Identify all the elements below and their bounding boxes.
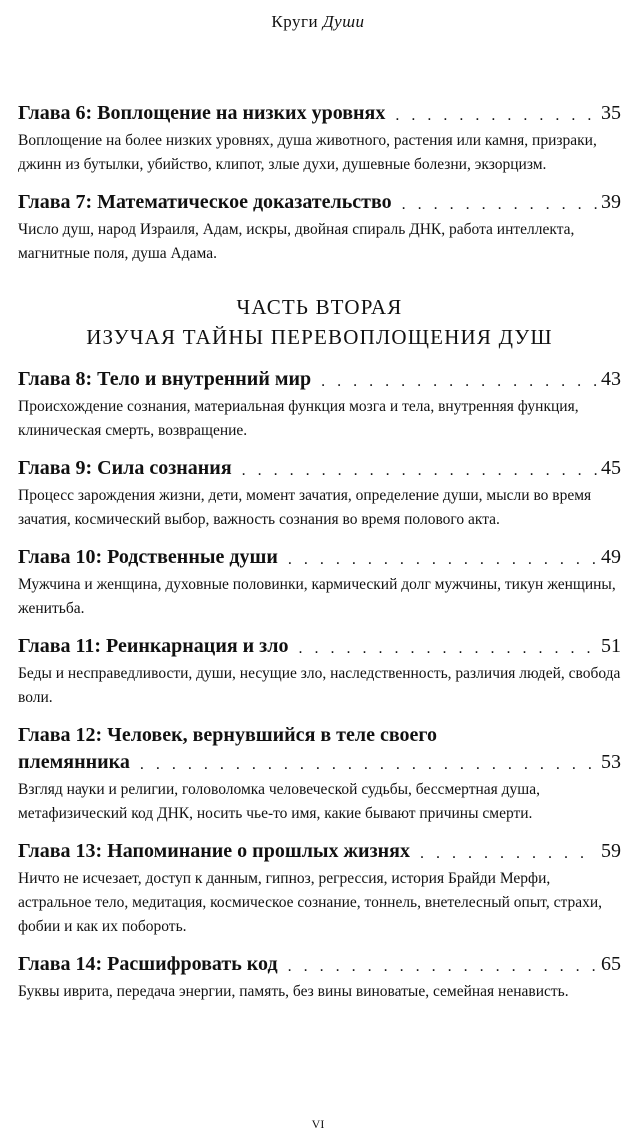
chapter-title: Глава 13: Напоминание о прошлых жизнях: [18, 840, 410, 862]
dot-leader: [140, 754, 597, 776]
chapter-description: Взгляд науки и религии, головоломка человеческой судьбы, бессмертная душа, метафизический код ДНК, носить чье-то имя, какие бывают причины смерти.: [18, 781, 540, 822]
chapter-title: Глава 11: Реинкарнация и зло: [18, 635, 289, 657]
toc-entry-title-row[interactable]: [18, 366, 621, 393]
chapter-description: Происхождение сознания, материальная функция мозга и тела, внутренняя функция, клиническая смерть, возвращение.: [18, 398, 579, 439]
part-heading-line-2: ИЗУЧАЯ ТАЙНЫ ПЕРЕВОПЛОЩЕНИЯ ДУШ: [86, 325, 553, 349]
table-of-contents: [18, 100, 621, 1016]
toc-entry-title-row[interactable]: [18, 951, 621, 978]
header-book-word: Круги: [271, 12, 319, 31]
toc-entry-title-row[interactable]: [18, 189, 621, 216]
toc-entry-title-row[interactable]: [18, 838, 621, 865]
toc-entry-chapter-12: [18, 722, 621, 826]
page-number: 49: [601, 546, 621, 568]
page-number: 53: [601, 751, 621, 773]
toc-entry-chapter-9: [18, 455, 621, 532]
running-header: [0, 12, 636, 32]
page-number: 35: [601, 102, 621, 124]
toc-entry-chapter-10: [18, 544, 621, 621]
page-folio: VI: [311, 1117, 325, 1131]
chapter-description: Процесс зарождения жизни, дети, момент зачатия, определение души, мысли во время зачатия, космический выбор, важность сознания во время полового акта.: [18, 487, 592, 528]
dot-leader: [288, 549, 597, 571]
chapter-title: Глава 6: Воплощение на низких уровнях: [18, 102, 386, 124]
dot-leader: [402, 194, 597, 216]
chapter-description: Ничто не исчезает, доступ к данным, гипноз, регрессия, история Брайди Мерфи, астральное тело, медитация, космическое сознание, тоннель, внетелесный опыт, страхи, фобии и как их побороть.: [18, 870, 602, 935]
header-book-italic-word: Души: [322, 12, 365, 31]
part-heading: [18, 292, 621, 352]
chapter-title: Глава 14: Расшифровать код: [18, 953, 278, 975]
toc-entry-chapter-11: [18, 633, 621, 710]
part-heading-line-1: ЧАСТЬ ВТОРАЯ: [236, 295, 403, 319]
page-number: 59: [601, 840, 621, 862]
chapter-description: Беды и несправедливости, души, несущие зло, наследственность, различия людей, свобода воли.: [18, 665, 621, 706]
chapter-description: Буквы иврита, передача энергии, память, без вины виноватые, семейная ненависть.: [18, 983, 569, 1000]
page-number: 51: [601, 635, 621, 657]
dot-leader: [420, 843, 597, 865]
chapter-description: Воплощение на более низких уровнях, душа животного, растения или камня, призраки, джинн из бутылки, убийство, клипот, злые духи, душевные болезни, экзорцизм.: [18, 132, 597, 173]
page-number: 43: [601, 368, 621, 390]
dot-leader: [242, 460, 597, 482]
page-number: 45: [601, 457, 621, 479]
dot-leader: [288, 956, 597, 978]
toc-entry-title-row[interactable]: [18, 633, 621, 660]
dot-leader: [298, 638, 597, 660]
toc-entry-title-row[interactable]: [18, 455, 621, 482]
toc-entry-title-row[interactable]: [18, 749, 621, 776]
chapter-title-line-1[interactable]: Глава 12: Человек, вернувшийся в теле своего: [18, 724, 437, 746]
dot-leader: [395, 105, 597, 127]
toc-entry-chapter-6: [18, 100, 621, 177]
chapter-description: Мужчина и женщина, духовные половинки, кармический долг мужчины, тикун женщины, женитьба.: [18, 576, 616, 617]
chapter-title: Глава 10: Родственные души: [18, 546, 278, 568]
chapter-title: Глава 8: Тело и внутренний мир: [18, 368, 312, 390]
chapter-description: Число душ, народ Израиля, Адам, искры, двойная спираль ДНК, работа интеллекта, магнитные поля, душа Адама.: [18, 221, 575, 262]
toc-entry-title-row[interactable]: [18, 100, 621, 127]
page-number: 39: [601, 191, 621, 213]
chapter-title: Глава 7: Математическое доказательство: [18, 191, 392, 213]
toc-entry-chapter-8: [18, 366, 621, 443]
toc-entry-chapter-7: [18, 189, 621, 266]
chapter-title: Глава 9: Сила сознания: [18, 457, 232, 479]
chapter-title-line-2: племянника: [18, 751, 130, 773]
toc-entry-title-row[interactable]: [18, 544, 621, 571]
toc-entry-chapter-13: [18, 838, 621, 939]
dot-leader: [321, 371, 597, 393]
toc-entry-chapter-14: [18, 951, 621, 1004]
page-number: 65: [601, 953, 621, 975]
